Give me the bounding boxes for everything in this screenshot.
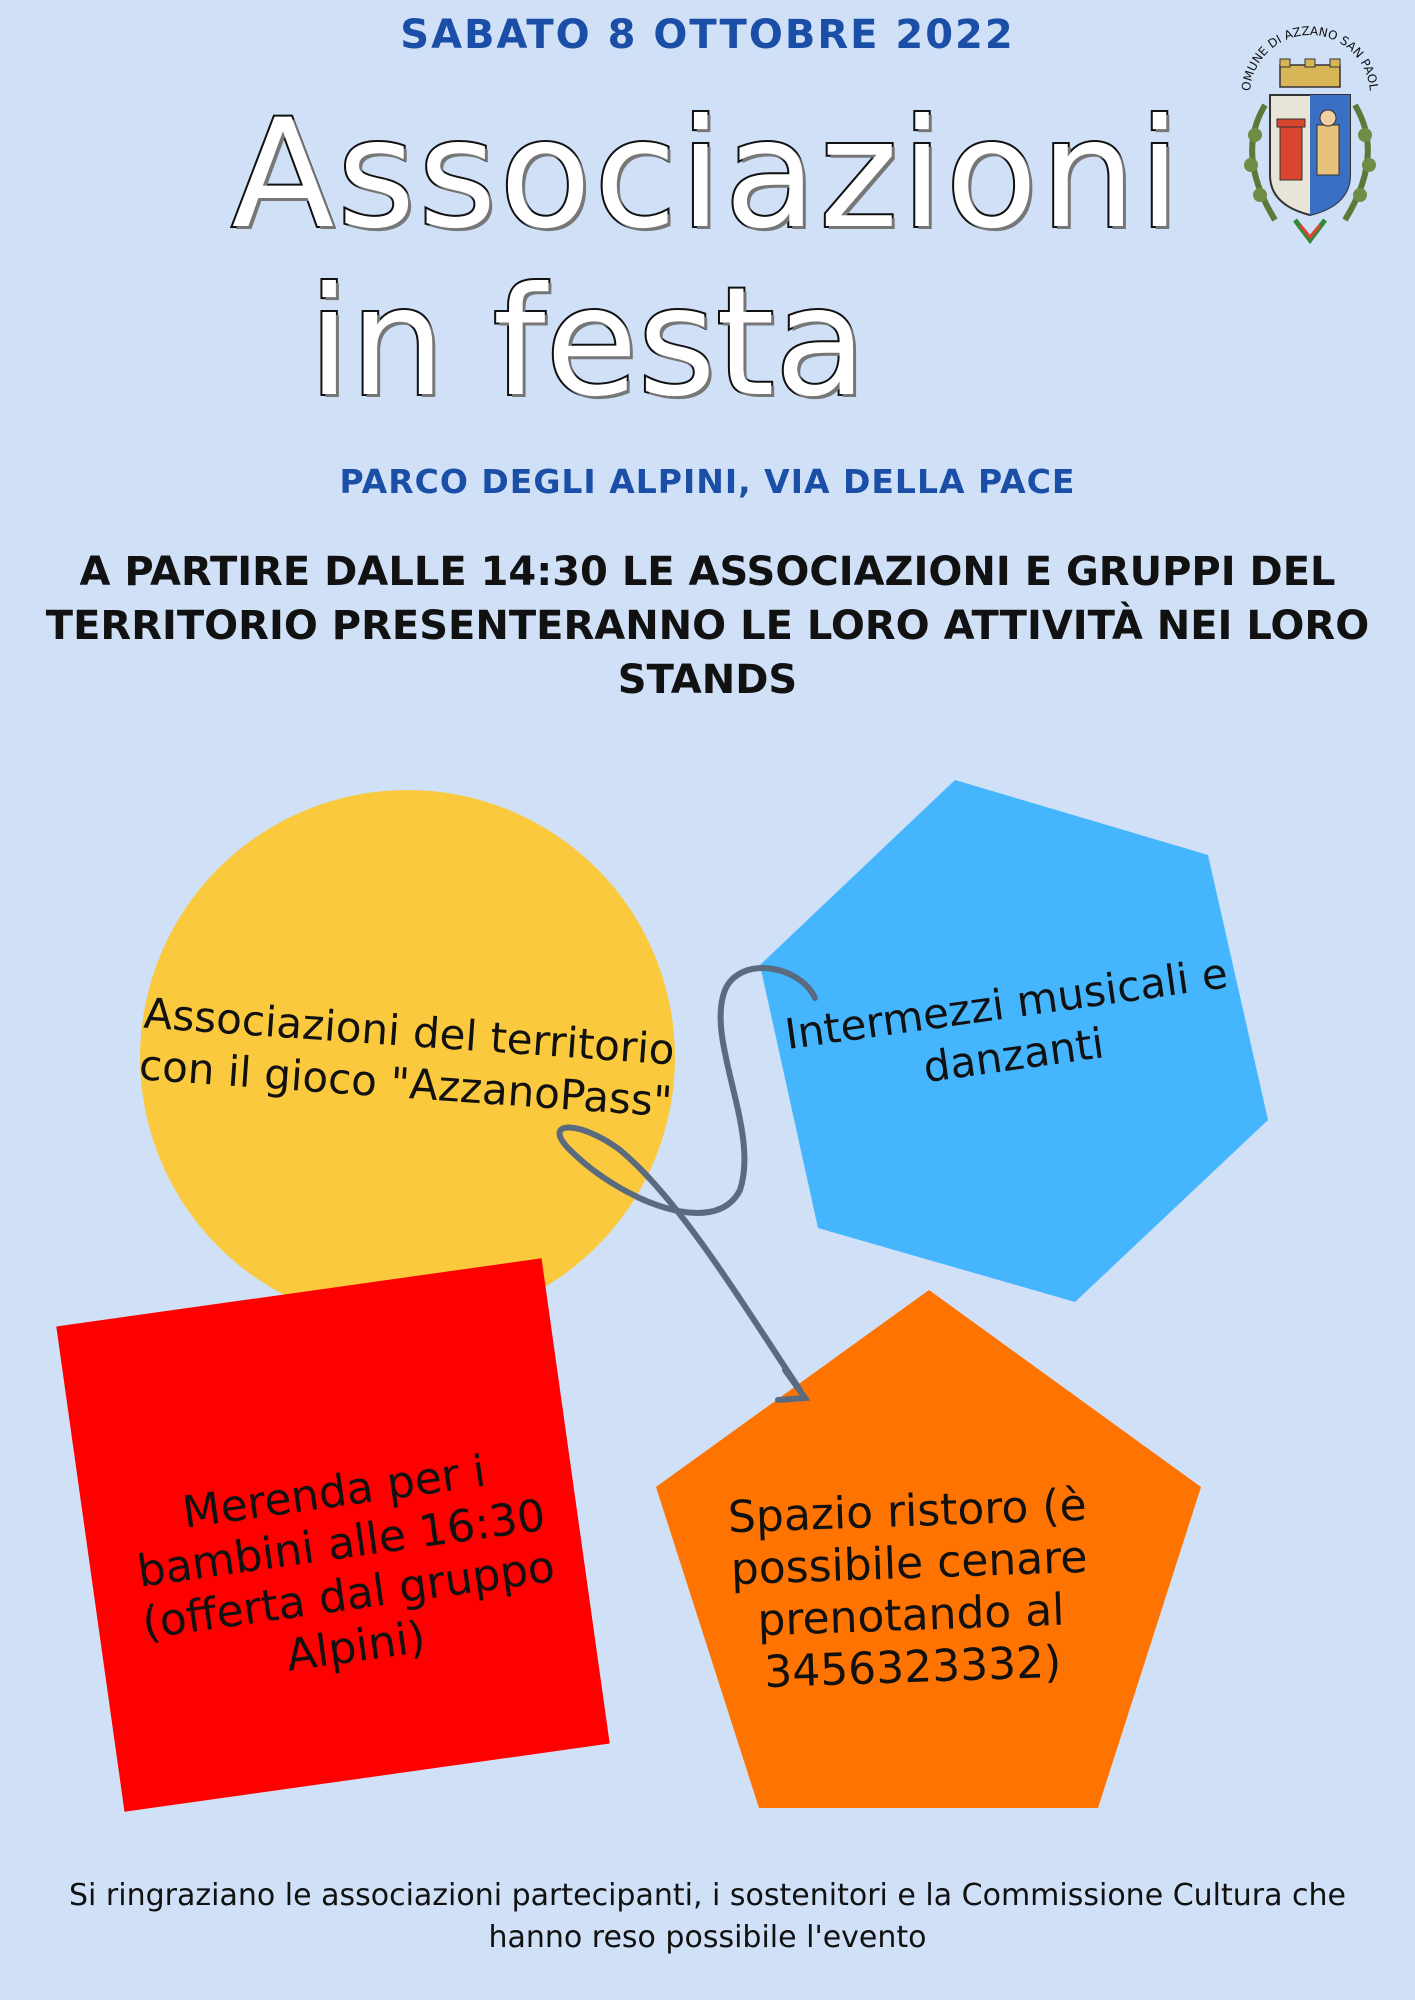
event-location: PARCO DEGLI ALPINI, VIA DELLA PACE (339, 462, 1076, 501)
pentagon-activity-text: Spazio ristoro (è possibile cenare prenotando al 3456323332) (727, 1479, 1089, 1699)
emblem-text: OMUNE DI AZZANO SAN PAOL (1239, 23, 1381, 92)
hexagon-activity-text: Intermezzi musicali e danzanti (781, 948, 1231, 1093)
event-title-line1: Associazioni (231, 88, 1184, 262)
event-title-line2: in festa (308, 256, 867, 430)
thanks-footer: Si ringraziano le associazioni partecipanti, i sostenitori e la Commissione Cultura che hanno reso possibile l'evento (69, 1878, 1346, 1955)
event-intro: A PARTIRE DALLE 14:30 LE ASSOCIAZIONI E GRUPPI DEL TERRITORIO PRESENTERANNO LE LORO ATTIVITÀ NEI LORO STANDS (45, 549, 1370, 703)
event-date: SABATO 8 OTTOBRE 2022 (400, 12, 1015, 58)
circle-activity-text: Associazioni del territorio con il gioco "AzzanoPass" (137, 988, 677, 1127)
square-activity-text: Merenda per i bambini alle 16:30 (offerta dal gruppo Alpini) (134, 1445, 558, 1682)
